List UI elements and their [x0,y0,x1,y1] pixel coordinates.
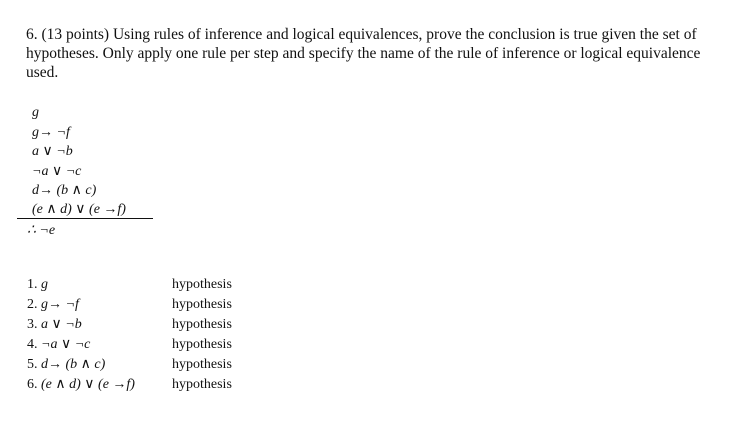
proof-row [27,375,232,395]
proof-row [27,355,232,375]
step-reason: hypothesis [172,377,232,392]
step-reason: hypothesis [172,297,232,312]
step-number: 3. [27,317,38,332]
step-number: 4. [27,337,38,352]
conclusion: ∴ ¬e [27,223,56,238]
hypothesis-list [32,103,96,201]
step-reason: hypothesis [172,337,232,352]
step-number: 1. [27,277,38,292]
proof-row [27,275,232,295]
proof-row [27,335,232,355]
step-number: 6. [27,377,38,392]
step-statement: (e ∧ d) ∨ (e →f) [41,377,135,392]
hypothesis-1: g [32,105,39,120]
step-statement: g→ ¬f [41,297,79,312]
step-reason: hypothesis [172,277,232,292]
step-number: 2. [27,297,38,312]
proof-table [27,275,232,395]
proof-row [27,315,232,335]
hypothesis-3: a ∨ ¬b [32,144,73,159]
step-statement: d→ (b ∧ c) [41,357,106,372]
step-reason: hypothesis [172,357,232,372]
step-number: 5. [27,357,38,372]
question-text: 6. (13 points) Using rules of inference and logical equivalences, prove the conclusion is true given the set of hypotheses. Only apply one rule per step and specify the name of the rule of inference or logical equivalence used. [26,26,701,81]
hypothesis-4: ¬a ∨ ¬c [32,163,82,179]
hypothesis-6: (e ∧ d) ∨ (e →f) [32,202,126,217]
step-statement: g [41,277,48,292]
step-statement: ¬a ∨ ¬c [41,337,91,352]
step-reason: hypothesis [172,317,232,332]
hypothesis-5: d→ (b ∧ c) [32,183,97,198]
conclusion-divider [17,218,153,219]
step-statement: a ∨ ¬b [41,317,82,332]
hypothesis-2: g→ ¬f [32,124,70,140]
proof-row [27,295,232,315]
